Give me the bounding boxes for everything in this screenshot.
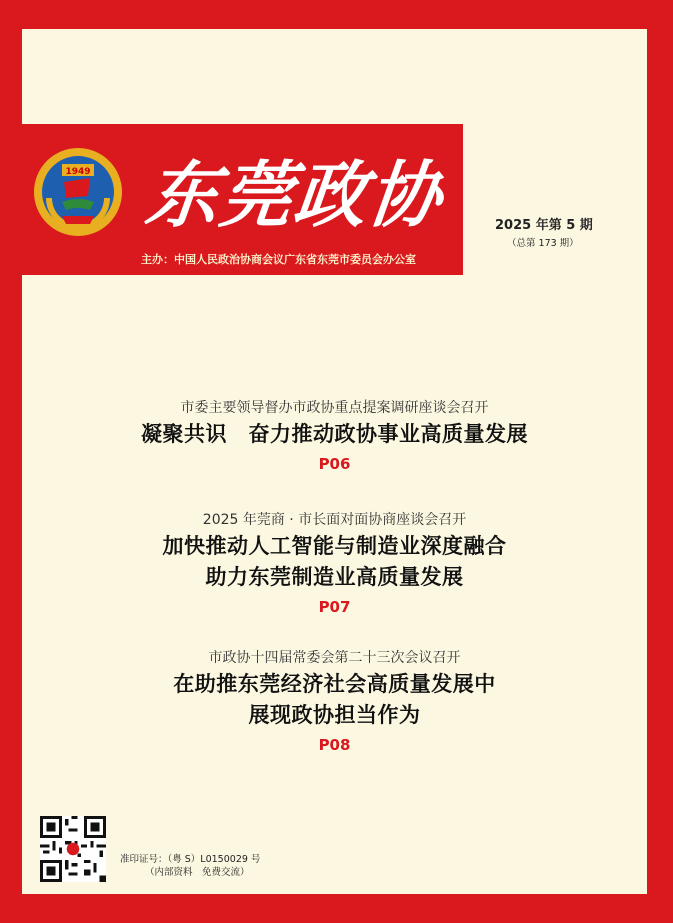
headline-page: P07 — [318, 598, 351, 616]
headline-title: 在助推东莞经济社会高质量发展中 — [173, 671, 496, 696]
headline-title: 助力东莞制造业高质量发展 — [205, 564, 464, 589]
headline-page: P06 — [318, 455, 351, 473]
issue-total: （总第 173 期） — [507, 238, 579, 249]
sponsor-line: 主办：中国人民政治协商会议广东省东莞市委员会办公室 — [141, 253, 416, 266]
qr-code-icon[interactable] — [40, 816, 106, 882]
masthead-banner — [22, 124, 463, 275]
headline-kicker: 2025 年莞商 · 市长面对面协商座谈会召开 — [202, 512, 467, 528]
headline-title: 加快推动人工智能与制造业深度融合 — [162, 533, 507, 558]
headline-page: P08 — [318, 736, 351, 754]
magazine-cover — [22, 29, 647, 894]
emblem-year: 1949 — [65, 167, 91, 177]
headline-title: 凝聚共识 奋力推动政协事业高质量发展 — [141, 421, 528, 446]
masthead-title: 东莞政协 — [141, 152, 447, 237]
headline-title: 展现政协担当作为 — [248, 702, 421, 727]
permit-number: 准印证号：（粤 S）L0150029 号 — [120, 854, 261, 865]
headline-kicker: 市委主要领导督办市政协重点提案调研座谈会召开 — [180, 400, 489, 416]
headline-1[interactable] — [22, 398, 647, 476]
cppcc-emblem-icon — [32, 146, 124, 238]
headline-3[interactable] — [22, 648, 647, 757]
issue-number: 2025 年第 5 期 — [495, 218, 593, 233]
headline-2[interactable] — [22, 510, 647, 619]
headline-kicker: 市政协十四届常委会第二十三次会议召开 — [208, 650, 461, 666]
permit-note: （内部资料 免费交流） — [145, 867, 250, 878]
